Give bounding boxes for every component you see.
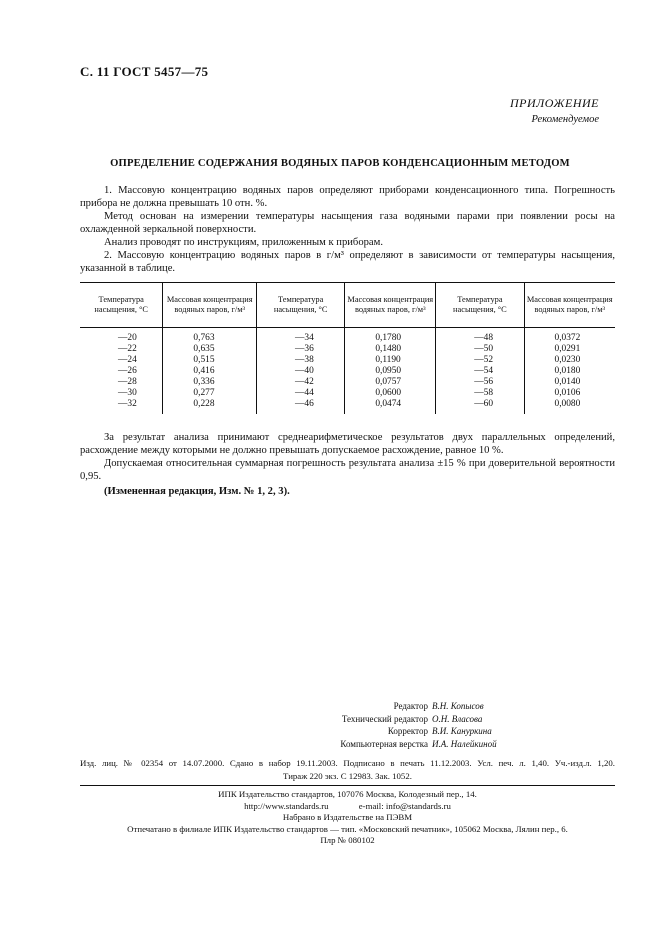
table-cell: 0,0140 — [524, 377, 615, 388]
table-cell: 0,0950 — [345, 366, 436, 377]
publisher-contacts — [80, 801, 615, 813]
credit-name: В.Н. Копысов — [432, 701, 484, 711]
conclusion-paragraph-2: Допускаемая относительная суммарная погрешность результата анализа ±15 % при доверительной вероятности 0,95. — [80, 458, 615, 482]
publisher-email-link[interactable]: e-mail: info@standards.ru — [358, 800, 451, 811]
credit-tech-editor — [200, 713, 500, 726]
table-cell: 0,0757 — [345, 377, 436, 388]
table-cell: 0,0291 — [524, 344, 615, 355]
table-cell: 0,228 — [163, 399, 257, 414]
credit-layout — [200, 738, 500, 751]
table-cell: —54 — [436, 366, 524, 377]
table-cell: —36 — [257, 344, 345, 355]
table-row — [80, 328, 615, 345]
table-cell: 0,0080 — [524, 399, 615, 414]
credit-role: Технический редактор — [341, 713, 428, 724]
appendix-block — [510, 96, 599, 125]
table-cell: —52 — [436, 355, 524, 366]
publisher-address: ИПК Издательство стандартов, 107076 Москва, Колодезный пер., 14. — [218, 789, 477, 799]
table-row — [80, 366, 615, 377]
table-cell: 0,0230 — [524, 355, 615, 366]
table-row — [80, 388, 615, 399]
table-cell: —42 — [257, 377, 345, 388]
col-header-conc-1: Массовая концентрация водяных паров, г/м³ — [163, 283, 257, 328]
imprint-line-1: Изд. лиц. № 02354 от 14.07.2000. Сдано в набор 19.11.2003. Подписано в печать 11.12.2003. Усл. печ. л. 1,40. Уч.-изд.л. 1,20. — [80, 758, 615, 768]
col-header-temp-1: Температура насыщения, °С — [80, 283, 163, 328]
table-cell: —32 — [118, 399, 137, 409]
table-cell: 0,336 — [163, 377, 257, 388]
publisher-printer: Отпечатано в филиале ИПК Издательство стандартов — тип. «Московский печатник», 105062 Москва, Лялин пер., 6. — [127, 823, 568, 834]
paragraph-1: 1. Массовую концентрацию водяных паров определяют приборами конденсационного типа. Погрешность прибора не должна превышать 10 отн. %. — [80, 185, 615, 209]
publisher-block — [80, 789, 615, 847]
table-header-row — [80, 283, 615, 328]
col-header-temp-3: Температура насыщения, °С — [436, 283, 524, 328]
revision-note: (Измененная редакция, Изм. № 1, 2, 3). — [104, 486, 290, 497]
credit-role: Редактор — [393, 701, 428, 711]
table-cell: —26 — [118, 366, 137, 376]
table-row — [80, 344, 615, 355]
credits-block — [200, 700, 500, 750]
table-cell: 0,277 — [163, 388, 257, 399]
credit-name: В.И. Кануркина — [432, 726, 492, 736]
page-header-doc-ref: С. 11 ГОСТ 5457—75 — [80, 64, 209, 79]
table-cell: 0,416 — [163, 366, 257, 377]
paragraph-3: Анализ проводят по инструкциям, приложенным к приборам. — [104, 237, 383, 248]
conclusion-paragraph-1: За результат анализа принимают среднеарифметическое результатов двух параллельных определений, расхождение между которыми не должно превышать допускаемое расхождение, равное 10 %. — [80, 432, 615, 456]
table-cell: —58 — [436, 388, 524, 399]
appendix-label: ПРИЛОЖЕНИЕ — [510, 96, 599, 110]
table-cell: —56 — [436, 377, 524, 388]
table-cell: —30 — [118, 388, 137, 398]
credit-role: Компьютерная верстка — [340, 738, 428, 749]
publisher-website-link[interactable]: http://www.standards.ru — [244, 800, 329, 811]
saturation-table — [80, 282, 615, 414]
table-cell: —28 — [118, 377, 137, 387]
table-cell: —46 — [257, 399, 345, 414]
credit-name: О.Н. Власова — [432, 713, 483, 724]
table-cell: —40 — [257, 366, 345, 377]
table-cell: —24 — [118, 355, 137, 365]
imprint-line-2: Тираж 220 экз. С 12983. Зак. 1052. — [283, 770, 412, 781]
col-header-conc-3: Массовая концентрация водяных паров, г/м³ — [524, 283, 615, 328]
table-cell: —50 — [436, 344, 524, 355]
table-cell: 0,0600 — [345, 388, 436, 399]
credit-editor — [200, 700, 500, 713]
col-header-conc-2: Массовая концентрация водяных паров, г/м³ — [345, 283, 436, 328]
table-cell: 0,1480 — [345, 344, 436, 355]
table-cell: —22 — [118, 344, 137, 354]
table-row — [80, 355, 615, 366]
table-cell: —44 — [257, 388, 345, 399]
table-cell: 0,635 — [163, 344, 257, 355]
credit-name: И.А. Налейкиной — [432, 738, 497, 749]
table-cell: 0,1780 — [345, 328, 436, 345]
table-cell: 0,763 — [163, 328, 257, 345]
body-text — [80, 184, 615, 275]
appendix-type: Рекомендуемое — [531, 114, 599, 125]
table-cell: 0,0180 — [524, 366, 615, 377]
col-header-temp-2: Температура насыщения, °С — [257, 283, 345, 328]
table-cell: 0,0106 — [524, 388, 615, 399]
paragraph-2: Метод основан на измерении температуры насыщения газа водяными парами при появлении росы на охлажденной зеркальной поверхности. — [80, 211, 615, 235]
table-cell: 0,1190 — [345, 355, 436, 366]
section-title: ОПРЕДЕЛЕНИЕ СОДЕРЖАНИЯ ВОДЯНЫХ ПАРОВ КОНДЕНСАЦИОННЫМ МЕТОДОМ — [110, 158, 570, 169]
table-cell: —38 — [257, 355, 345, 366]
table-row — [80, 399, 615, 414]
divider — [80, 785, 615, 786]
publisher-typeset-note: Набрано в Издательстве на ПЭВМ — [282, 812, 413, 822]
credit-proofreader — [200, 725, 500, 738]
table-cell: 0,0372 — [524, 328, 615, 345]
table-cell: —34 — [257, 328, 345, 345]
table-row — [80, 377, 615, 388]
credit-role: Корректор — [387, 726, 428, 736]
table-cell: —48 — [436, 328, 524, 345]
table-cell: 0,515 — [163, 355, 257, 366]
conclusion-block — [80, 431, 615, 498]
table-cell: —20 — [118, 333, 137, 343]
table-cell: —60 — [436, 399, 524, 414]
table-cell: 0,0474 — [345, 399, 436, 414]
paragraph-4: 2. Массовую концентрацию водяных паров в г/м³ определяют в зависимости от температуры насыщения, указанной в таблице. — [80, 250, 615, 274]
imprint-block — [80, 757, 615, 782]
publisher-license: Плр № 080102 — [320, 835, 375, 845]
